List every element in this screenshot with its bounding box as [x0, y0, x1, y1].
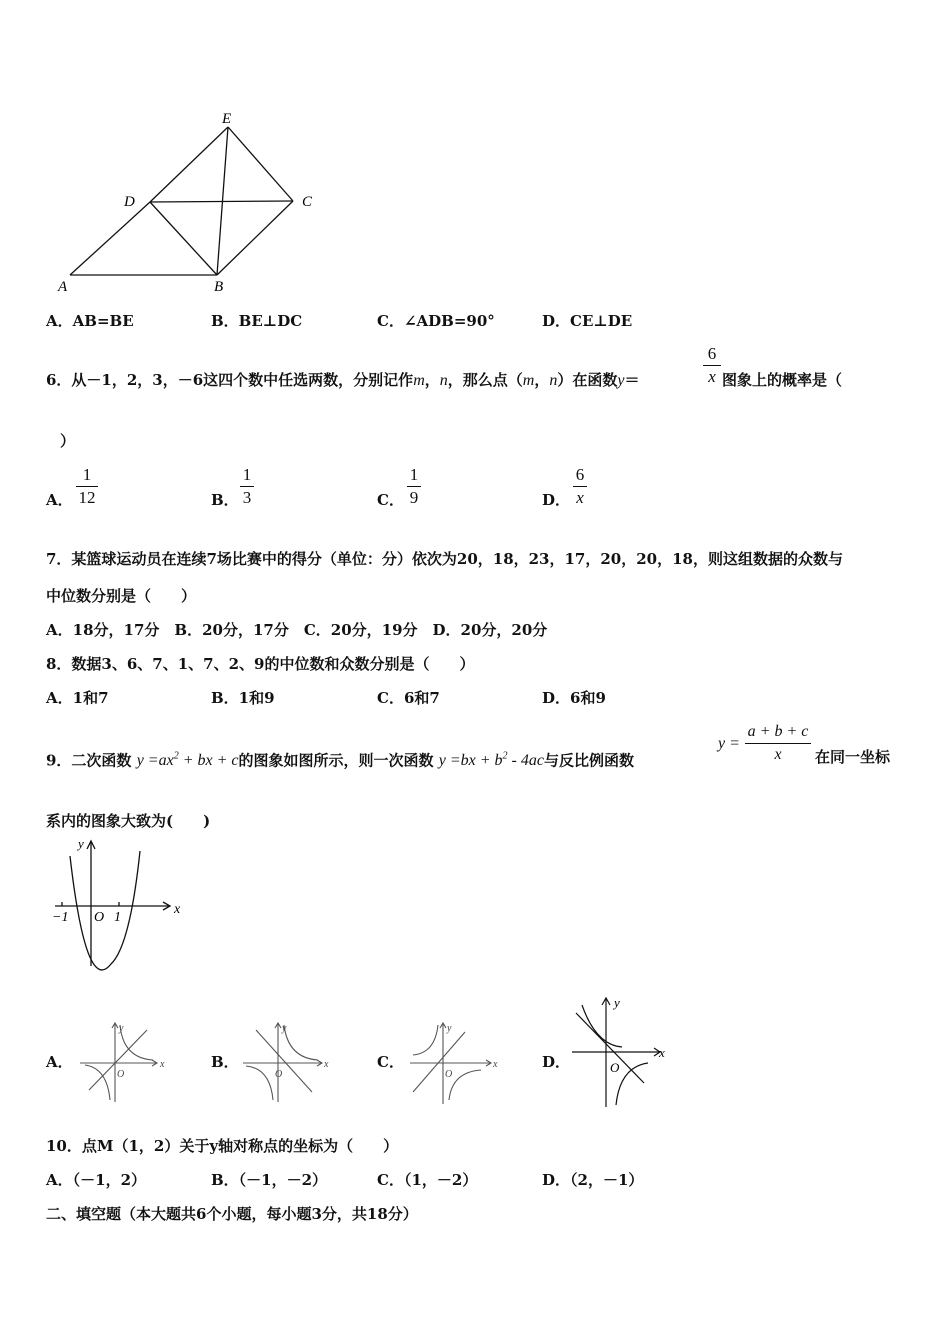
q9-f3-y: y = — [718, 735, 740, 752]
geometry-figure — [50, 105, 340, 300]
q6-fraction-num: 6 — [707, 344, 717, 363]
q6-option-d-frac — [573, 465, 587, 508]
q6-option-b-label: B． — [211, 491, 239, 509]
q6-stem — [46, 370, 640, 391]
qd-y: y — [614, 995, 620, 1010]
label-c: C — [302, 194, 313, 210]
q6-c-den: 9 — [409, 488, 419, 507]
q9-option-a-label: A． — [46, 1053, 73, 1071]
q9-linear — [439, 752, 544, 769]
q9-f3-fraction — [745, 722, 811, 765]
q8-option-c: C．6和7 — [377, 689, 440, 707]
q5-option-a: A．AB=BE — [46, 312, 134, 330]
graph-minus1-label: −1 — [52, 910, 69, 925]
q6-b-den: 3 — [242, 488, 252, 507]
q6-prefix: 6．从－1，2，3，－6这四个数中任选两数，分别记作 — [46, 371, 414, 389]
q9-option-d-graph — [568, 995, 668, 1110]
q6-option-d-label: D． — [542, 491, 571, 509]
q6-comma2: ， — [534, 371, 550, 389]
q9-mid1: 的图象如图所示，则一次函数 — [238, 751, 434, 770]
q9-option-a-graph — [75, 1020, 170, 1105]
q5-option-b: B．BE⊥DC — [211, 312, 303, 330]
q6-option-c-label: C． — [377, 491, 404, 509]
qa-x: x — [160, 1059, 165, 1070]
q9-f2: y =bx + b — [438, 752, 503, 770]
q9-option-d-label: D． — [542, 1053, 571, 1071]
label-e: E — [222, 111, 232, 127]
q6-option-b-frac — [240, 465, 254, 508]
q6-d-den: x — [576, 488, 584, 507]
q6-comma: ， — [424, 371, 440, 389]
graph-y-label: y — [78, 836, 84, 851]
q9-f2-rest: - 4ac — [507, 752, 544, 770]
q10-option-b: B．（－1，－2） — [211, 1171, 328, 1189]
graph-x-label: x — [174, 902, 181, 917]
q6-b-num: 1 — [242, 465, 252, 484]
q9-stem-line2: 系内的图象大致为( ) — [46, 812, 211, 830]
q6-var-n: n — [439, 372, 448, 389]
q6-fraction-den: x — [708, 367, 716, 386]
q9-f1: y =ax — [136, 752, 174, 770]
q9-f1-exp: 2 — [173, 751, 179, 762]
q6-mid2: ）在函数 — [557, 371, 618, 389]
q6-fraction — [703, 344, 721, 387]
q6-var-n2: n — [549, 372, 558, 389]
q6-var-m: m — [413, 372, 425, 389]
q9-option-b-label: B． — [211, 1053, 239, 1071]
q9-f3-den: x — [774, 746, 782, 763]
q8-stem: 8．数据3、6、7、1、7、2、9的中位数和众数分别是（ ） — [46, 655, 475, 673]
q9-f3-num: a + b + c — [747, 723, 809, 740]
q9-suffix: 在同一坐标 — [815, 748, 891, 766]
qd-x: x — [659, 1045, 665, 1060]
qc-o: O — [445, 1069, 453, 1080]
section-2-heading: 二、填空题（本大题共6个小题，每小题3分，共18分） — [46, 1205, 418, 1223]
q9-f1-rest: + bx + c — [178, 752, 239, 770]
q8-option-a: A．1和7 — [46, 689, 109, 707]
q6-option-a-frac — [76, 465, 98, 508]
q8-option-d: D．6和9 — [542, 689, 606, 707]
label-d: D — [124, 194, 135, 210]
q9-prefix: 9．二次函数 — [46, 751, 132, 770]
q7-options: A．18分，17分 B．20分，17分 C．20分，19分 D．20分，20分 — [46, 621, 548, 639]
q9-option-c-label: C． — [377, 1053, 404, 1071]
q9-f2-exp: 2 — [502, 751, 508, 762]
label-a: A — [58, 279, 68, 295]
qc-y: y — [447, 1023, 452, 1034]
q9-quadratic — [137, 752, 239, 769]
q7-stem-line1: 7．某篮球运动员在连续7场比赛中的得分（单位：分）依次为20，18，23，17，20，20，18，则这组数据的众数与 — [46, 550, 843, 568]
q6-option-a-label: A． — [46, 491, 73, 509]
qb-x: x — [324, 1059, 329, 1070]
q6-a-den: 12 — [78, 488, 96, 507]
q8-option-b: B．1和9 — [211, 689, 275, 707]
q10-option-d: D．（2，－1） — [542, 1171, 644, 1189]
graph-1-label: 1 — [114, 910, 121, 925]
qb-o: O — [275, 1069, 283, 1080]
q5-option-d: D．CE⊥DE — [542, 312, 633, 330]
q6-close-paren: ） — [60, 432, 76, 450]
q6-equals: ＝ — [624, 371, 640, 389]
q6-d-num: 6 — [575, 465, 585, 484]
q9-parabola-graph — [50, 836, 190, 971]
qa-o: O — [117, 1069, 125, 1080]
q10-stem: 10．点M（1，2）关于y轴对称点的坐标为（ ） — [46, 1137, 399, 1155]
q6-mid: ，那么点（ — [447, 371, 523, 389]
q6-var-y: y — [617, 372, 625, 389]
q10-option-c: C．（1，－2） — [377, 1171, 478, 1189]
qd-o: O — [610, 1060, 620, 1075]
q6-c-num: 1 — [409, 465, 419, 484]
q9-mid2: 与反比例函数 — [543, 751, 634, 770]
q10-option-a: A．（－1，2） — [46, 1171, 147, 1189]
q9-option-c-graph — [405, 1020, 500, 1105]
graph-origin-label: O — [94, 910, 105, 925]
q7-stem-line2: 中位数分别是（ ） — [46, 587, 197, 605]
q9-option-b-graph — [238, 1020, 333, 1105]
label-b: B — [214, 279, 224, 295]
q6-a-num: 1 — [82, 465, 92, 484]
qa-y: y — [119, 1023, 124, 1034]
q6-suffix: 图象上的概率是（ — [722, 371, 843, 389]
q5-option-c: C．∠ADB=90° — [377, 312, 495, 330]
qc-x: x — [493, 1059, 498, 1070]
q9-stem — [46, 747, 634, 771]
q6-var-m2: m — [522, 372, 535, 389]
q6-option-c-frac — [407, 465, 421, 508]
qb-y: y — [282, 1023, 287, 1034]
